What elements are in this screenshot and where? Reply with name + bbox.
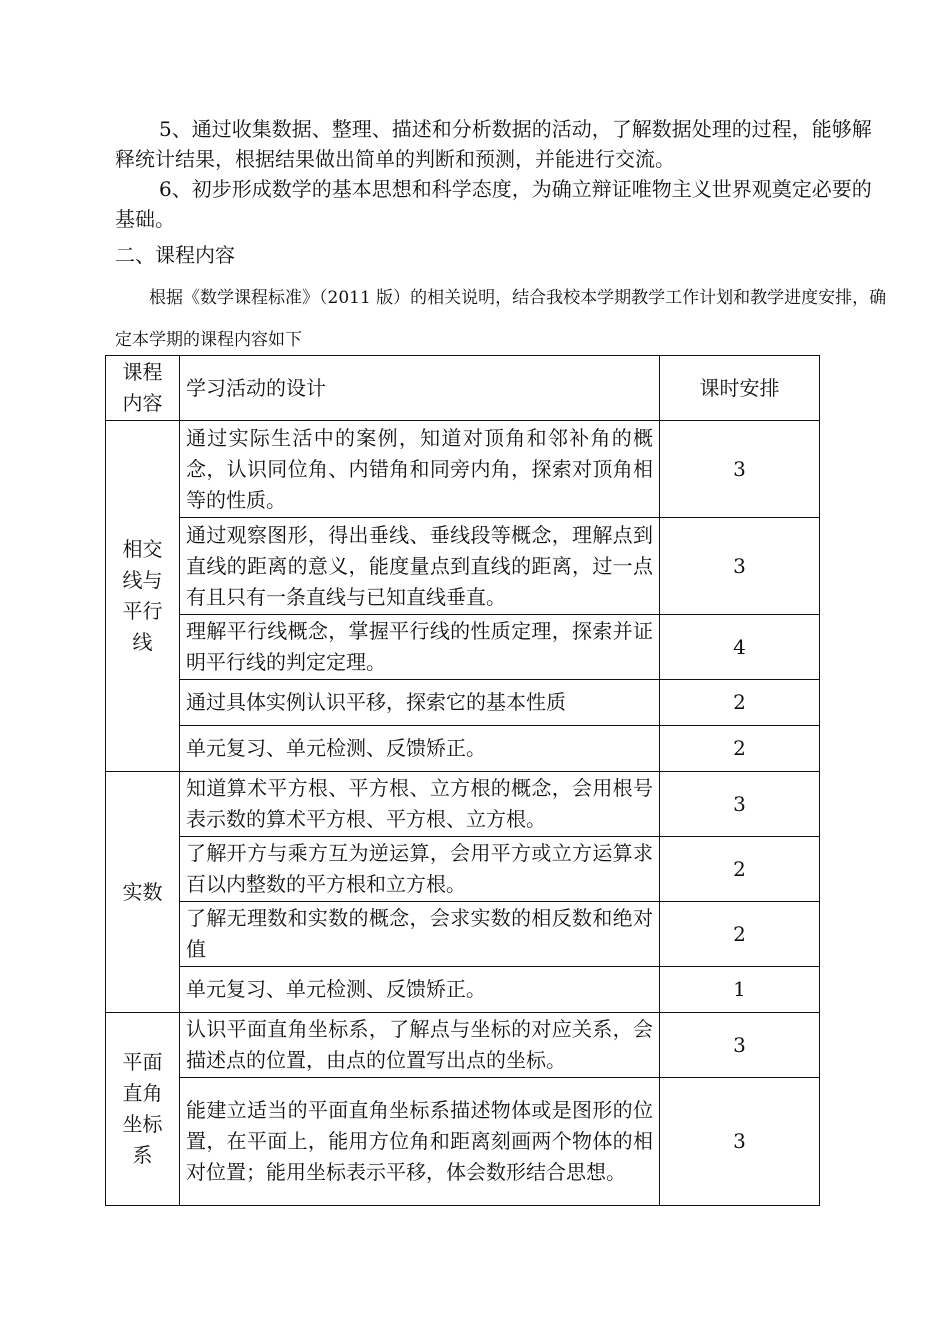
activity-cell: 了解无理数和实数的概念，会求实数的相反数和绝对值: [180, 902, 660, 967]
hours-cell: 3: [660, 1078, 820, 1206]
header-activity: 学习活动的设计: [180, 356, 660, 421]
activity-cell: 知道算术平方根、平方根、立方根的概念，会用根号表示数的算术平方根、平方根、立方根。: [180, 772, 660, 837]
hours-cell: 3: [660, 772, 820, 837]
table-row: [106, 902, 820, 967]
table-row: [106, 726, 820, 772]
unit-cell: 平面直角坐标系: [106, 1013, 180, 1206]
hours-cell: 1: [660, 967, 820, 1013]
table-row: [106, 518, 820, 615]
activity-cell: 通过观察图形，得出垂线、垂线段等概念，理解点到直线的距离的意义，能度量点到直线的距离，过一点有且只有一条直线与已知直线垂直。: [180, 518, 660, 615]
activity-cell: 认识平面直角坐标系，了解点与坐标的对应关系，会描述点的位置，由点的位置写出点的坐标。: [180, 1013, 660, 1078]
hours-cell: 2: [660, 726, 820, 772]
table-row: [106, 1013, 820, 1078]
unit-cell: 相交线与平行线: [106, 421, 180, 772]
intro-paragraph: 根据《数学课程标准》（2011 版）的相关说明，结合我校本学期教学工作计划和教学进度安排，确定本学期的课程内容如下: [115, 288, 887, 350]
activity-cell: 通过实际生活中的案例，知道对顶角和邻补角的概念，认识同位角、内错角和同旁内角，探索对顶角相等的性质。: [180, 421, 660, 518]
header-unit: 课程内容: [106, 356, 180, 421]
table-header-row: [106, 356, 820, 421]
table-row: [106, 967, 820, 1013]
hours-cell: 3: [660, 421, 820, 518]
table-row: [106, 421, 820, 518]
table-row: [106, 837, 820, 902]
table-row: [106, 680, 820, 726]
hours-cell: 2: [660, 837, 820, 902]
paragraph-5: 5、通过收集数据、整理、描述和分析数据的活动，了解数据处理的过程，能够解释统计结果，根据结果做出简单的判断和预测，并能进行交流。: [115, 117, 872, 171]
hours-cell: 2: [660, 902, 820, 967]
paragraph-6: 6、初步形成数学的基本思想和科学态度，为确立辩证唯物主义世界观奠定必要的基础。: [115, 177, 872, 231]
table-row: [106, 1078, 820, 1206]
activity-cell: 单元复习、单元检测、反馈矫正。: [180, 967, 660, 1013]
header-hours: 课时安排: [660, 356, 820, 421]
activity-cell: 了解开方与乘方互为逆运算，会用平方或立方运算求百以内整数的平方根和立方根。: [180, 837, 660, 902]
section-title: 二、课程内容: [115, 243, 235, 267]
course-content-table: [105, 355, 820, 1206]
hours-cell: 4: [660, 615, 820, 680]
hours-cell: 3: [660, 1013, 820, 1078]
unit-cell: 实数: [106, 772, 180, 1013]
activity-cell: 理解平行线概念，掌握平行线的性质定理，探索并证明平行线的判定定理。: [180, 615, 660, 680]
activity-cell: 通过具体实例认识平移，探索它的基本性质: [180, 680, 660, 726]
activity-cell: 单元复习、单元检测、反馈矫正。: [180, 726, 660, 772]
table-row: [106, 615, 820, 680]
hours-cell: 3: [660, 518, 820, 615]
activity-cell: 能建立适当的平面直角坐标系描述物体或是图形的位置，在平面上，能用方位角和距离刻画两个物体的相对位置；能用坐标表示平移，体会数形结合思想。: [180, 1078, 660, 1206]
table-row: [106, 772, 820, 837]
hours-cell: 2: [660, 680, 820, 726]
